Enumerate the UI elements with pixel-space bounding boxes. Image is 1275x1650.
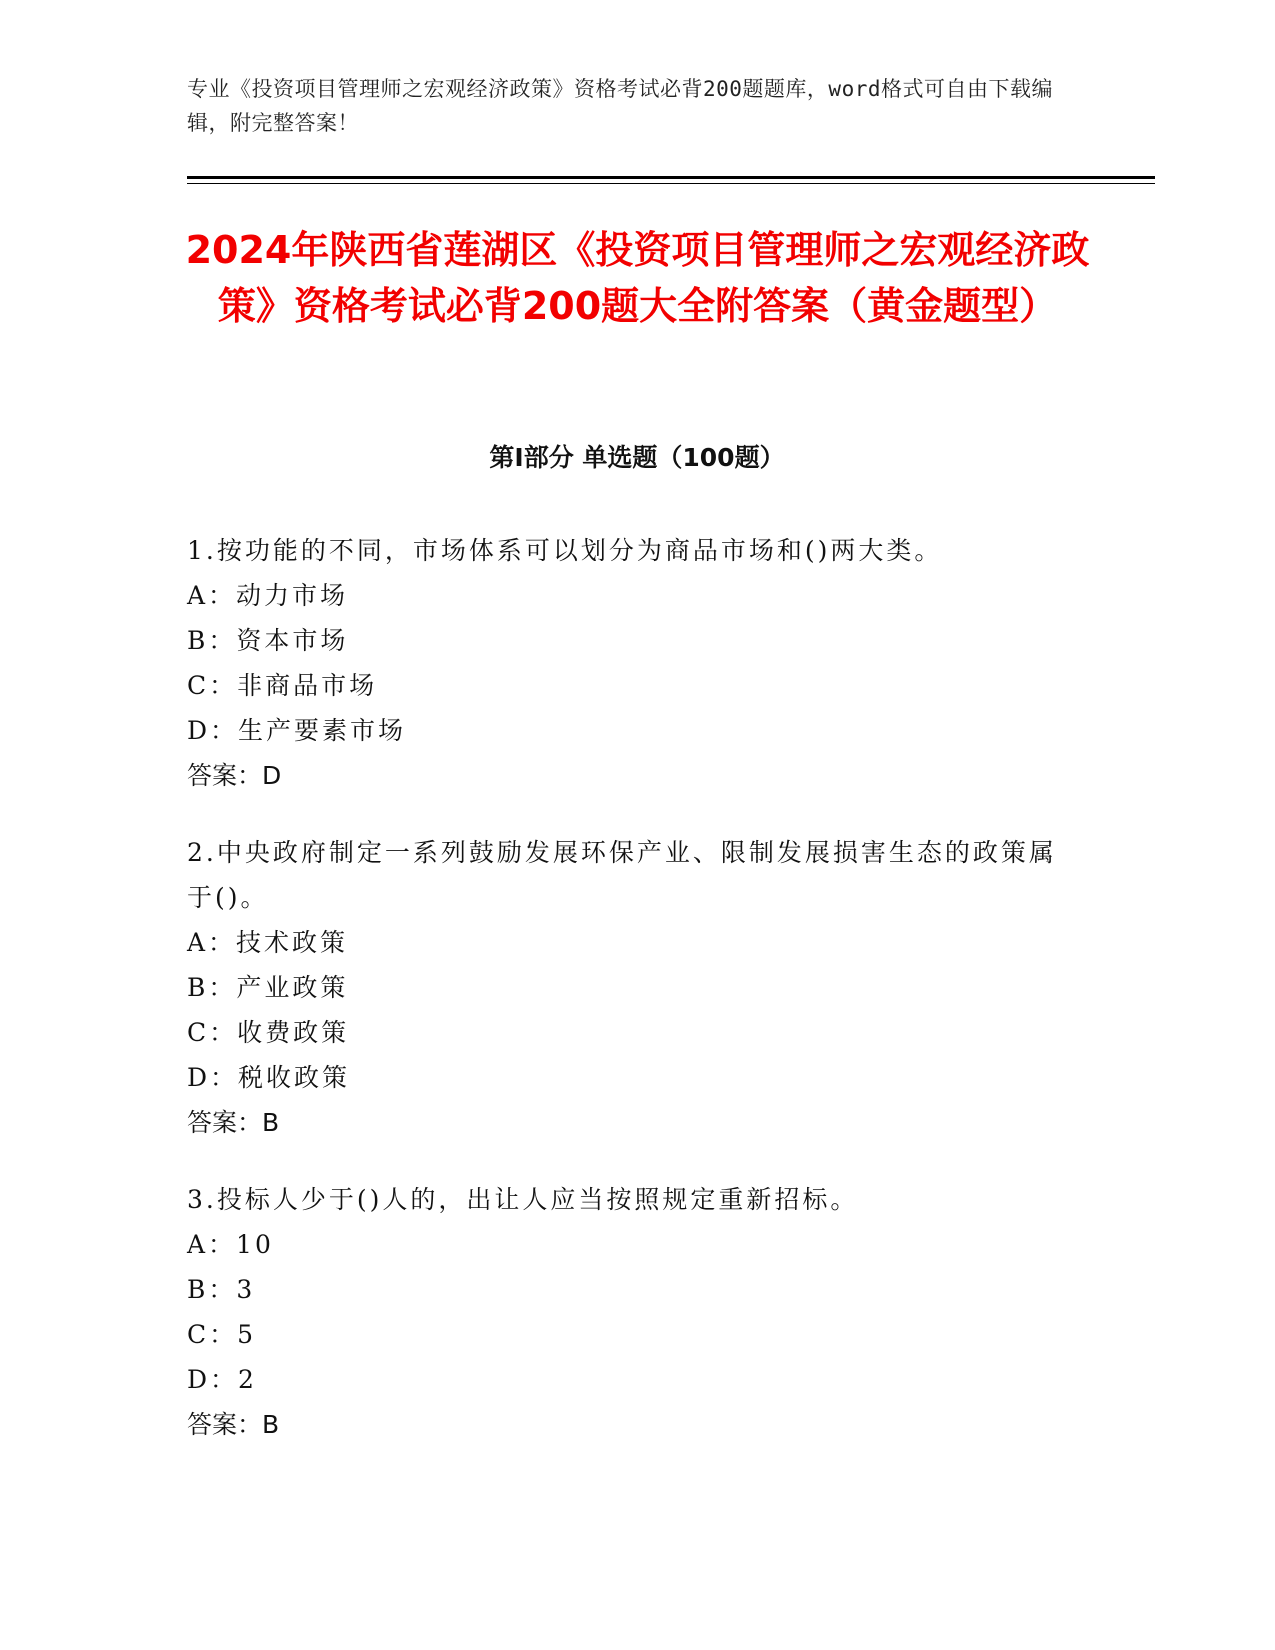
question-stem: 3.投标人少于()人的，出让人应当按照规定重新招标。 [187, 1185, 859, 1214]
option-a: A：技术政策 [187, 928, 349, 957]
answer: 答案：B [187, 1410, 280, 1439]
question-stem: 1.按功能的不同，市场体系可以划分为商品市场和()两大类。 [187, 536, 943, 565]
header-rule-thick [187, 176, 1155, 179]
option-d: D：生产要素市场 [187, 716, 407, 745]
question-list [187, 528, 1067, 1479]
answer: 答案：D [187, 761, 282, 790]
option-c: C：收费政策 [187, 1018, 350, 1047]
option-a: A：动力市场 [187, 581, 349, 610]
document-title: 2024年陕西省莲湖区《投资项目管理师之宏观经济政策》资格考试必背200题大全附答案（黄金题型） [185, 228, 1090, 328]
header-note: 专业《投资项目管理师之宏观经济政策》资格考试必背200题题库，word格式可自由下载编辑，附完整答案！ [187, 77, 1053, 135]
question-3 [187, 1177, 1067, 1447]
section-title: 第Ⅰ部分 单选题（100题） [489, 443, 785, 472]
option-d: D：2 [187, 1365, 257, 1394]
option-b: B：3 [187, 1275, 256, 1304]
header-rule-thin [187, 183, 1155, 184]
option-c: C：非商品市场 [187, 671, 378, 700]
option-c: C：5 [187, 1320, 257, 1349]
question-1 [187, 528, 1067, 798]
question-stem: 2.中央政府制定一系列鼓励发展环保产业、限制发展损害生态的政策属于()。 [187, 838, 1057, 912]
answer: 答案：B [187, 1108, 280, 1137]
option-b: B：产业政策 [187, 973, 349, 1002]
option-d: D：税收政策 [187, 1063, 351, 1092]
question-2 [187, 830, 1067, 1145]
option-a: A：10 [187, 1230, 274, 1259]
option-b: B：资本市场 [187, 626, 349, 655]
